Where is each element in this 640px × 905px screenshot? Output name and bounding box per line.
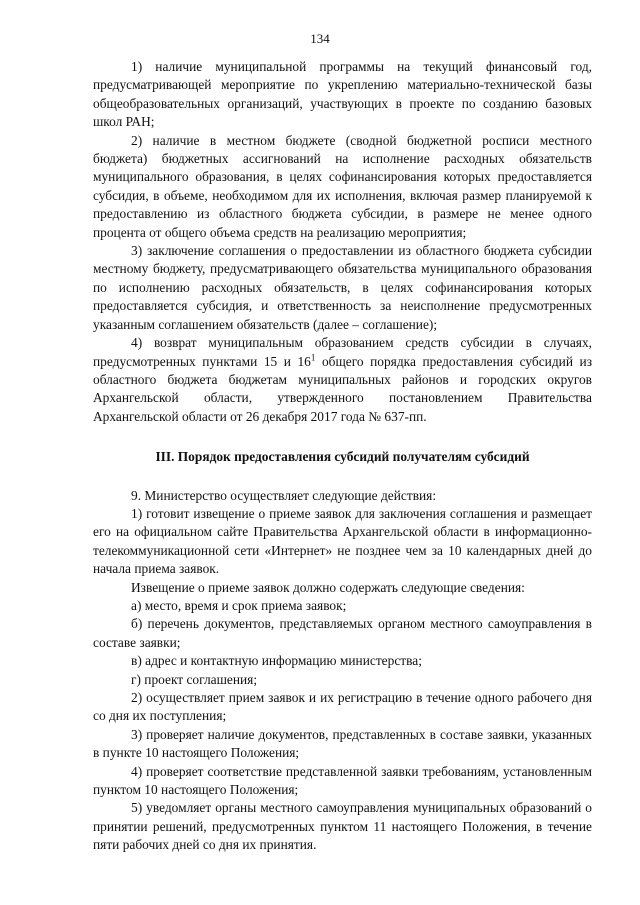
list-item-b: б) перечень документов, представляемых органом местного самоуправления в составе заявки; xyxy=(93,616,592,650)
paragraph-condition-2: 2) наличие в местном бюджете (сводной бюджетной росписи местного бюджета) бюджетных ассигнований на исполнение расходных обязательств муниципального образования, в целях софинансирования которых предоставляется субсидия, в объеме, необходимом для их исполнения, включая размер планируемой к предоставлению из областного бюджета субсидии, в размере не менее одного процента от общего объема средств на реализацию мероприятия; xyxy=(93,132,592,240)
paragraph-condition-4-part-b: общего порядка предоставления субсидий из областного бюджета бюджетам муниципальных районов и городских округов Архангельской области, утвержденного постановлением Правительства Архангельской области от 26 декабря 2017 года № 637-пп. xyxy=(93,353,593,424)
paragraph-condition-4 xyxy=(93,334,592,426)
paragraph-action-4: 4) проверяет соответствие представленной заявки требованиям, установленным пунктом 10 настоящего Положения; xyxy=(93,763,592,798)
document-body xyxy=(93,58,592,855)
footnote-superscript: 1 xyxy=(310,352,316,363)
paragraph-action-3: 3) проверяет наличие документов, представленных в составе заявки, указанных в пункте 10 настоящего Положения; xyxy=(93,726,592,761)
paragraph-condition-3: 3) заключение соглашения о предоставлении из областного бюджета субсидии местному бюджету, предусматривающего обязательства муниципального образования по исполнению расходных обязательств, в целях софинансирования которых предоставляется субсидия, и ответственность за неисполнение предусмотренных указанным соглашением обязательств (далее – соглашение); xyxy=(93,243,592,332)
paragraph-condition-1: 1) наличие муниципальной программы на текущий финансовый год, предусматривающей мероприятие по укреплению материально-технической базы общеобразовательных организаций, участвующих в проекте по созданию базовых школ РАН; xyxy=(93,59,592,130)
page-number: 134 xyxy=(310,31,330,46)
paragraph-action-2: 2) осуществляет прием заявок и их регистрацию в течение одного рабочего дня со дня их поступления; xyxy=(93,690,592,724)
list-item-v: в) адрес и контактную информацию министерства; xyxy=(131,653,422,669)
section-heading: III. Порядок предоставления субсидий получателям субсидий xyxy=(155,449,530,465)
paragraph-condition-4-part-a: 4) возврат муниципальным образованием средств субсидии в случаях, предусмотренных пунктами 15 и 16 xyxy=(93,335,592,369)
list-item-g: г) проект соглашения; xyxy=(131,671,258,687)
paragraph-ministry-actions: 9. Министерство осуществляет следующие действия: xyxy=(131,487,437,503)
paragraph-notice-contents: Извещение о приеме заявок должно содержать следующие сведения: xyxy=(131,579,525,595)
paragraph-action-5: 5) уведомляет органы местного самоуправления муниципальных образований о принятии решений, предусмотренных пунктом 11 настоящего Положения, в течение пяти рабочих дней со дня их принятия. xyxy=(93,800,592,853)
paragraph-action-1: 1) готовит извещение о приеме заявок для заключения соглашения и размещает его на официальном сайте Правительства Архангельской области в информационно-телекоммуникационной сети «Интернет» не позднее чем за 10 календарных дней до начала приема заявок. xyxy=(93,505,592,577)
list-item-a: а) место, время и срок приема заявок; xyxy=(131,597,347,613)
